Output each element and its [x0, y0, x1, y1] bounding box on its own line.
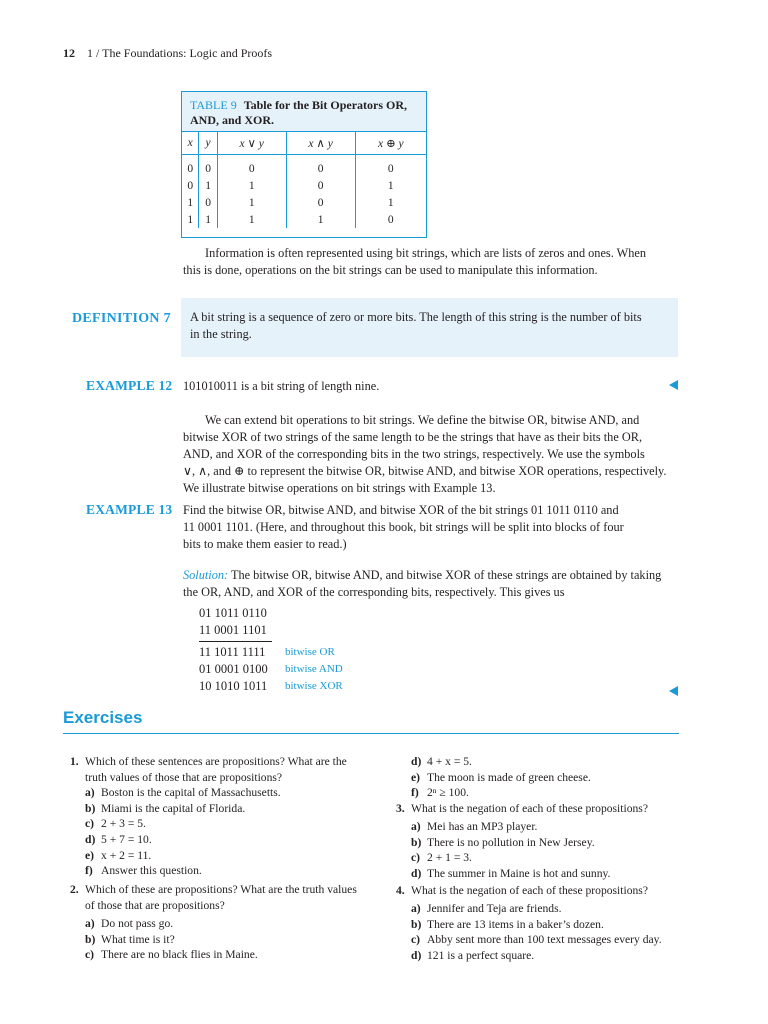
- table-row: [182, 211, 426, 228]
- table-cell: 1: [286, 211, 355, 228]
- bitwise-paragraph: [183, 412, 679, 497]
- bitwise-or-row: [199, 645, 335, 660]
- text-line: [183, 567, 679, 584]
- text-line: We illustrate bitwise operations on bit strings with Example 13.: [183, 481, 496, 495]
- table-row: [182, 177, 426, 194]
- text-line: 11 0001 1101. (Here, and throughout this book, bit strings will be split into blocks of four: [183, 520, 624, 534]
- definition-line1: A bit string is a sequence of zero or more bits. The length of this string is the number of bits: [190, 310, 642, 324]
- example-13-label: EXAMPLE 13: [86, 502, 173, 517]
- running-head: [63, 46, 272, 61]
- bit-string-a: 01 1011 0110: [199, 606, 267, 620]
- table-cell: 0: [182, 177, 199, 194]
- exercise-question: What is the negation of each of these propositions?: [411, 884, 648, 897]
- table-header: x ⊕ y: [355, 132, 426, 155]
- table-header: x ∨ y: [217, 132, 286, 155]
- example-12-label: EXAMPLE 12: [86, 378, 173, 393]
- bit-string-b: 11 0001 1101: [199, 623, 267, 637]
- definition-line2: in the string.: [190, 327, 252, 341]
- text-line: We can extend bit operations to bit strings. We define the bitwise OR, bitwise AND, and: [205, 413, 640, 427]
- table-cell: 0: [217, 155, 286, 178]
- table-cell: 1: [387, 196, 394, 209]
- definition-label: DEFINITION 7: [72, 311, 171, 326]
- table-cell: 0: [286, 155, 355, 178]
- table-cell: 0: [199, 155, 217, 178]
- text-line: Information is often represented using bit strings, which are lists of zeros and ones. When: [205, 246, 646, 260]
- text-line: bits to make them easier to read.): [183, 537, 347, 551]
- exercise-question: Which of these are propositions? What are the truth values: [85, 883, 357, 896]
- exercise-number: 2.: [70, 883, 79, 896]
- exercise-number: 3.: [396, 802, 405, 815]
- exercise-item: a) Mei has an MP3 player.: [411, 820, 538, 833]
- table-cell: 1: [387, 179, 394, 192]
- table-cell: 1: [217, 211, 286, 228]
- exercise-item: e) The moon is made of green cheese.: [411, 770, 591, 784]
- table-cell: 1: [199, 211, 217, 228]
- text-line: this is done, operations on the bit strings can be used to manipulate this information.: [183, 263, 598, 277]
- exercise-item: b) There are 13 items in a baker’s dozen.: [411, 917, 604, 931]
- exercise-item: a) Jennifer and Teja are friends.: [411, 902, 562, 915]
- table-cell: 0: [182, 155, 199, 178]
- chapter-title: 1 / The Foundations: Logic and Proofs: [87, 46, 273, 60]
- text-line: Find the bitwise OR, bitwise AND, and bitwise XOR of the bit strings 01 1011 0110 and: [183, 503, 619, 517]
- exercise-item: c) 2 + 3 = 5.: [85, 817, 146, 831]
- exercise-item: d) 4 + x = 5.: [411, 755, 472, 768]
- table-caption-line2: AND, and XOR.: [190, 113, 275, 127]
- table-header: x ∧ y: [286, 132, 355, 155]
- table-header: y: [199, 132, 217, 155]
- solution-line1: The bitwise OR, bitwise AND, and bitwise XOR of these strings are obtained by taking: [230, 568, 662, 582]
- table-caption-line1: Table for the Bit Operators OR,: [243, 98, 408, 112]
- table-9: [181, 91, 427, 238]
- table-header-row: [182, 132, 426, 155]
- table-cell: 0: [286, 194, 355, 211]
- exercise-item: d) The summer in Maine is hot and sunny.: [411, 866, 611, 880]
- table-row: [182, 155, 426, 178]
- end-of-example-icon: [669, 686, 678, 696]
- exercise-item: b) What time is it?: [85, 932, 175, 946]
- exercise-item: c) Abby sent more than 100 text messages every day.: [411, 933, 662, 947]
- bitwise-or-value: 11 1011 1111: [199, 645, 266, 659]
- page-number: 12: [63, 46, 75, 60]
- truth-table: [182, 132, 426, 228]
- table-row: [182, 194, 426, 211]
- exercise-item: f) 2ⁿ ≥ 100.: [411, 786, 469, 800]
- table-cell: 1: [182, 194, 199, 211]
- table-label: TABLE 9: [190, 98, 237, 112]
- table-cell: 1: [182, 211, 199, 228]
- exercise-item: b) Miami is the capital of Florida.: [85, 801, 246, 815]
- exercises-heading: Exercises: [63, 708, 143, 727]
- exercises-left-column: [70, 754, 370, 964]
- table-cell: 1: [217, 194, 286, 211]
- exercise-number: 1.: [70, 755, 79, 768]
- exercise-question: Which of these sentences are propositions? What are the: [85, 755, 347, 768]
- exercise-item: f) Answer this question.: [85, 864, 202, 878]
- solution-text: [183, 567, 679, 601]
- exercise-question: truth values of those that are propositions?: [85, 770, 283, 784]
- bitwise-xor-value: 10 1010 1011: [199, 679, 268, 693]
- example-12-text: 101010011 is a bit string of length nine.: [183, 379, 380, 393]
- exercise-item: c) There are no black flies in Maine.: [85, 948, 258, 962]
- exercise-item: e) x + 2 = 11.: [85, 848, 152, 862]
- bitwise-xor-row: [199, 679, 343, 694]
- solution-label: Solution:: [183, 568, 229, 582]
- sum-rule: [199, 641, 272, 642]
- exercises-rule: [63, 733, 679, 734]
- bitwise-and-label: bitwise AND: [285, 663, 343, 675]
- exercise-item: c) 2 + 1 = 3.: [411, 851, 472, 865]
- table-caption: [182, 92, 426, 132]
- exercise-number: 4.: [396, 884, 405, 897]
- exercise-question: of those that are propositions?: [85, 898, 225, 912]
- bitwise-or-label: bitwise OR: [285, 646, 335, 658]
- exercise-item: d) 121 is a perfect square.: [411, 948, 535, 962]
- exercise-item: a) Do not pass go.: [85, 917, 174, 930]
- bitwise-and-value: 01 0001 0100: [199, 662, 268, 676]
- exercise-item: b) There is no pollution in New Jersey.: [411, 835, 595, 849]
- definition-box: [181, 298, 678, 357]
- exercise-question: What is the negation of each of these propositions?: [411, 802, 648, 815]
- table-cell: 0: [387, 162, 394, 175]
- bitwise-and-row: [199, 662, 343, 677]
- intro-paragraph: [183, 245, 679, 279]
- example-13-text: [183, 502, 679, 553]
- table-cell: 0: [286, 177, 355, 194]
- exercise-item: d) 5 + 7 = 10.: [85, 833, 152, 846]
- text-line: ∨, ∧, and ⊕ to represent the bitwise OR, bitwise AND, and bitwise XOR operations, respectively.: [183, 464, 667, 478]
- end-of-example-icon: [669, 380, 678, 390]
- text-line: AND, and XOR of the corresponding bits in the two strings, respectively. We use the symbols: [183, 447, 645, 461]
- exercises-right-column: [396, 754, 686, 964]
- table-cell: 0: [199, 194, 217, 211]
- exercise-item: a) Boston is the capital of Massachusetts.: [85, 786, 281, 800]
- table-header: x: [182, 132, 199, 155]
- table-cell: 1: [199, 177, 217, 194]
- table-cell: 1: [217, 177, 286, 194]
- bitwise-xor-label: bitwise XOR: [285, 680, 343, 692]
- text-line: the OR, AND, and XOR of the corresponding bits, respectively. This gives us: [183, 585, 565, 599]
- table-cell: 0: [387, 213, 394, 226]
- text-line: bitwise XOR of two strings of the same length to be the strings that have as their bits the OR,: [183, 430, 643, 444]
